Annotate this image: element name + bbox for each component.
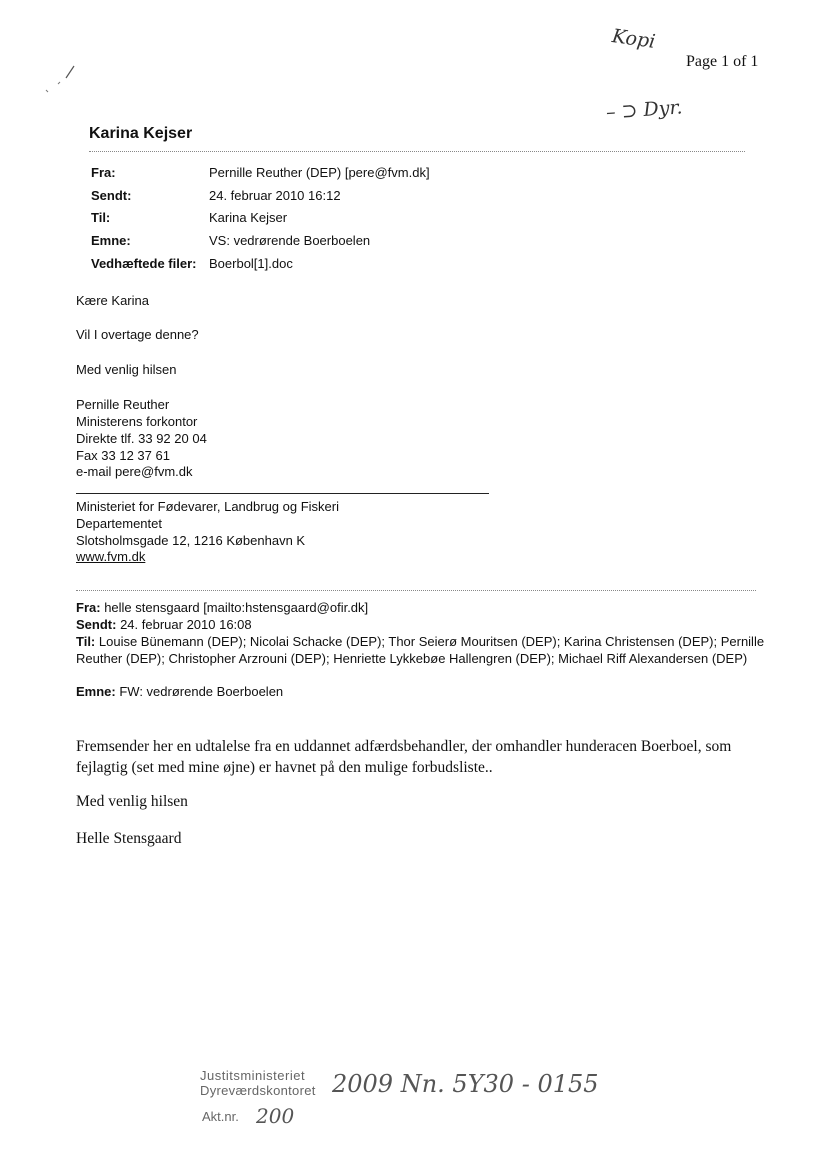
- message-body: Vil I overtage denne?: [76, 327, 199, 342]
- subject-value: VS: vedrørende Boerboelen: [209, 233, 371, 248]
- scribble-icon: [40, 62, 80, 96]
- forward-divider: [76, 590, 756, 591]
- forwarded-from: [76, 600, 776, 617]
- signature-email: e-mail pere@fvm.dk: [76, 464, 193, 479]
- attachments-value: Boerbol[1].doc: [209, 256, 293, 271]
- forwarded-sent: [76, 617, 776, 634]
- forwarded-body: Fremsender her en udtalelse fra en uddannet adfærdsbehandler, der omhandler hunderacen Boerboel, som fejlagtig (set med mine øjne) er havnet på den mulige forbudsliste..: [76, 738, 732, 776]
- org-address: Slotsholmsgade 12, 1216 København K: [76, 533, 306, 548]
- signature-phone: Direkte tlf. 33 92 20 04: [76, 431, 207, 446]
- org-department: Departementet: [76, 516, 162, 531]
- forwarded-signature: Helle Stensgaard: [76, 830, 182, 847]
- org-website: www.fvm.dk: [76, 549, 146, 564]
- sent-value: 24. februar 2010 16:12: [209, 188, 341, 203]
- stamp-akt-label: Akt.nr.: [202, 1109, 239, 1124]
- fwd-from-label: Fra:: [76, 600, 101, 615]
- signature-name: Pernille Reuther: [76, 397, 170, 412]
- forwarded-closing: Med venlig hilsen: [76, 793, 188, 810]
- from-label: Fra:: [91, 165, 116, 180]
- attachments-label: Vedhæftede filer:: [91, 256, 197, 271]
- fwd-from-value: helle stensgaard [mailto:hstensgaard@ofir.dk]: [104, 600, 369, 615]
- stamp-line2: Dyreværdskontoret: [200, 1083, 316, 1098]
- forwarded-to: [76, 634, 776, 667]
- fwd-subject-label: Emne:: [76, 684, 116, 699]
- fwd-to-label: Til:: [76, 634, 96, 649]
- handwritten-dyr: – ⊃ Dyr.: [605, 96, 684, 124]
- fwd-sent-label: Sendt:: [76, 617, 117, 632]
- to-label: Til:: [91, 210, 111, 225]
- stamp-line1: Justitsministeriet: [200, 1068, 306, 1083]
- page-marker: Page 1 of 1: [686, 53, 759, 70]
- scan-scribble-mark: [40, 62, 80, 96]
- forwarded-subject: [76, 684, 776, 701]
- handwritten-kopi: Kopi: [610, 25, 657, 53]
- fwd-sent-value: 24. februar 2010 16:08: [120, 617, 252, 632]
- header-divider: [89, 151, 745, 152]
- org-ministry: Ministeriet for Fødevarer, Landbrug og Fiskeri: [76, 499, 339, 514]
- greeting: Kære Karina: [76, 293, 149, 308]
- signature-office: Ministerens forkontor: [76, 414, 198, 429]
- closing: Med venlig hilsen: [76, 362, 177, 377]
- subject-label: Emne:: [91, 233, 131, 248]
- stamp-akt-value: 200: [256, 1104, 295, 1128]
- from-value: Pernille Reuther (DEP) [pere@fvm.dk]: [209, 165, 430, 180]
- ministry-stamp: [200, 1068, 620, 1138]
- signature-rule: [76, 493, 489, 494]
- to-value: Karina Kejser: [209, 210, 288, 225]
- fwd-to-value: Louise Bünemann (DEP); Nicolai Schacke (DEP); Thor Seierø Mouritsen (DEP); Karina Christensen (DEP); Pernille Reuther (DEP); Christopher Arzrouni (DEP); Henriette Lykkebøe Hallengren (DEP); Michael Riff Alexandersen (DEP): [76, 634, 765, 666]
- recipient-name: Karina Kejser: [89, 125, 193, 142]
- sent-label: Sendt:: [91, 188, 132, 203]
- signature-fax: Fax 33 12 37 61: [76, 448, 170, 463]
- stamp-case-number: 2009 Nn. 5Y30 - 0155: [332, 1070, 599, 1098]
- fwd-subject-value: FW: vedrørende Boerboelen: [119, 684, 284, 699]
